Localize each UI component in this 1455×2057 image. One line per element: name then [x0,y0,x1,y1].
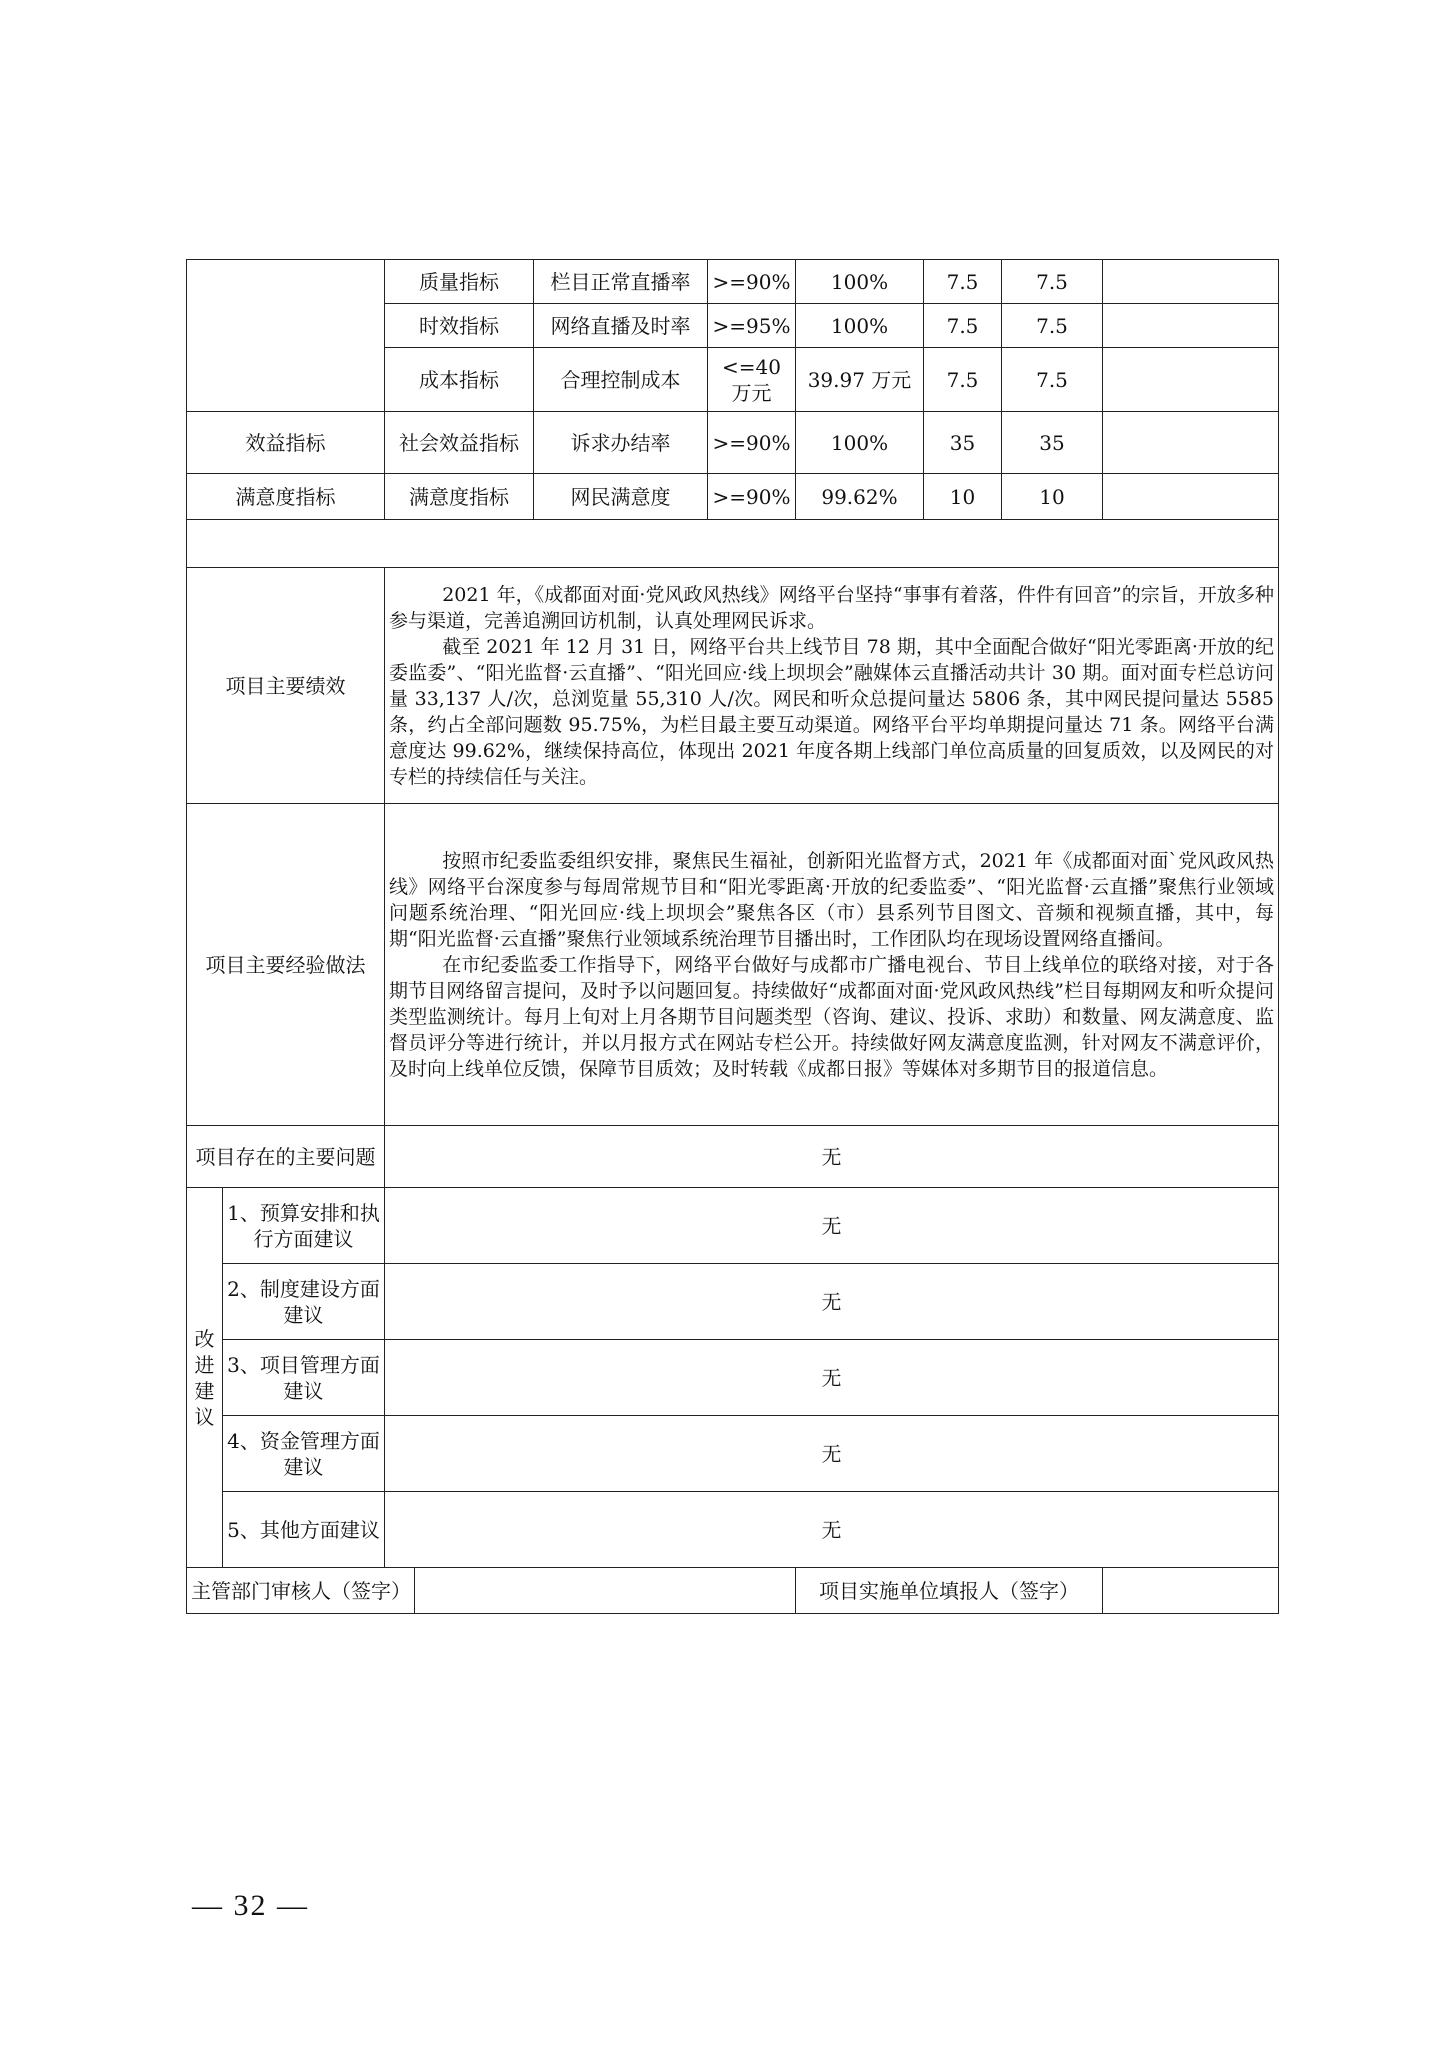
score-cell: 10 [1002,474,1103,520]
sub-indicator-cell: 成本指标 [385,348,534,412]
improve-label: 改进建议 [194,1326,215,1429]
experience-paragraph: 在市纪委监委工作指导下，网络平台做好与成都市广播电视台、节目上线单位的联络对接，对于各期节目网络留言提问，及时予以问题回复。持续做好“成都面对面·党风政风热线”栏目每期网友和听众提问类型监测统计。每月上旬对上月各期节目问题类型（咨询、建议、投诉、求助）和数量、网友满意度、监督员评分等进行统计，并以月报方式在网站专栏公开。持续做好网友满意度监测，针对网友不满意评价，及时向上线单位反馈，保障节目质效；及时转载《成都日报》等媒体对多期节目的报道信息。 [389,953,1274,1080]
performance-label: 项目主要绩效 [187,568,385,804]
problems-label: 项目存在的主要问题 [187,1126,385,1188]
problems-value: 无 [385,1126,1279,1188]
weight-cell: 7.5 [924,304,1002,348]
indicator-cell: 网民满意度 [534,474,708,520]
category-cell: 满意度指标 [187,474,385,520]
filler-signature-field[interactable] [1103,1568,1279,1614]
performance-paragraph: 2021 年，《成都面对面·党风政风热线》网络平台坚持“事事有着落，件件有回音”的宗旨，开放多种参与渠道，完善追溯回访机制，认真处理网民诉求。 [389,583,1274,632]
improve-label-cell [187,1188,223,1568]
blank-cell [187,520,1279,568]
improve-item-label: 1、预算安排和执行方面建议 [223,1188,385,1264]
score-cell: 7.5 [1002,348,1103,412]
note-cell [1103,474,1279,520]
category-cell [187,260,385,412]
improve-item-value: 无 [385,1264,1279,1340]
note-cell [1103,260,1279,304]
actual-cell: 39.97 万元 [796,348,924,412]
target-cell: <=40 万元 [708,348,796,412]
indicator-cell: 栏目正常直播率 [534,260,708,304]
score-cell: 7.5 [1002,304,1103,348]
improve-item-label: 5、其他方面建议 [223,1492,385,1568]
performance-row [187,568,1279,804]
weight-cell: 7.5 [924,348,1002,412]
reviewer-signature-field[interactable] [415,1568,796,1614]
target-cell: >=90% [708,260,796,304]
improve-row [187,1492,1279,1568]
experience-label: 项目主要经验做法 [187,804,385,1126]
actual-cell: 99.62% [796,474,924,520]
improve-item-value: 无 [385,1492,1279,1568]
improve-row [187,1416,1279,1492]
sub-indicator-cell: 满意度指标 [385,474,534,520]
signature-row [187,1568,1279,1614]
indicator-cell: 诉求办结率 [534,412,708,474]
sub-indicator-cell: 质量指标 [385,260,534,304]
weight-cell: 35 [924,412,1002,474]
note-cell [1103,304,1279,348]
actual-cell: 100% [796,260,924,304]
score-cell: 35 [1002,412,1103,474]
filler-signature-label: 项目实施单位填报人（签字） [796,1568,1103,1614]
performance-paragraph: 截至 2021 年 12 月 31 日，网络平台共上线节目 78 期，其中全面配合做好“阳光零距离·开放的纪委监委”、“阳光监督·云直播”、“阳光回应·线上坝坝会”融媒体云直播活动共计 30 期。面对面专栏总访问量 33,137 人/次，总浏览量 55,310 人/次。网民和听众总提问量达 5806 条，其中网民提问量达 5585 条，约占全部问题数 95.75%，为栏目最主要互动渠道。网络平台平均单期提问量达 71 条。网络平台满意度达 99.62%，继续保持高位，体现出 2021 年度各期上线部门单位高质量的回复质效，以及网民的对专栏的持续信任与关注。 [389,635,1274,788]
category-cell: 效益指标 [187,412,385,474]
experience-paragraph: 按照市纪委监委组织安排，聚焦民生福祉，创新阳光监督方式，2021 年《成都面对面`党风政风热线》网络平台深度参与每周常规节目和“阳光零距离·开放的纪委监委”、“阳光监督·云直播”聚焦行业领域问题系统治理、“阳光回应·线上坝坝会”聚焦各区（市）县系列节目图文、音频和视频直播，其中，每期“阳光监督·云直播”聚焦行业领域系统治理节目播出时，工作团队均在现场设置网络直播间。 [389,849,1274,950]
blank-row [187,520,1279,568]
note-cell [1103,348,1279,412]
weight-cell: 10 [924,474,1002,520]
improve-row [187,1340,1279,1416]
performance-text [385,568,1279,804]
page-number: — 32 — [192,1889,309,1922]
target-cell: >=90% [708,474,796,520]
performance-table [186,259,1279,1614]
sub-indicator-cell: 社会效益指标 [385,412,534,474]
reviewer-signature-label: 主管部门审核人（签字） [187,1568,415,1614]
actual-cell: 100% [796,304,924,348]
experience-row [187,804,1279,1126]
note-cell [1103,412,1279,474]
improve-item-label: 4、资金管理方面建议 [223,1416,385,1492]
table-row [187,260,1279,304]
improve-row [187,1264,1279,1340]
improve-item-value: 无 [385,1416,1279,1492]
target-cell: >=95% [708,304,796,348]
improve-item-label: 2、制度建设方面建议 [223,1264,385,1340]
indicator-cell: 合理控制成本 [534,348,708,412]
target-cell: >=90% [708,412,796,474]
indicator-cell: 网络直播及时率 [534,304,708,348]
improve-item-value: 无 [385,1188,1279,1264]
improve-item-label: 3、项目管理方面建议 [223,1340,385,1416]
actual-cell: 100% [796,412,924,474]
problems-row [187,1126,1279,1188]
improve-item-value: 无 [385,1340,1279,1416]
sub-indicator-cell: 时效指标 [385,304,534,348]
table-row [187,474,1279,520]
improve-row [187,1188,1279,1264]
experience-text [385,804,1279,1126]
score-cell: 7.5 [1002,260,1103,304]
table-row [187,412,1279,474]
weight-cell: 7.5 [924,260,1002,304]
